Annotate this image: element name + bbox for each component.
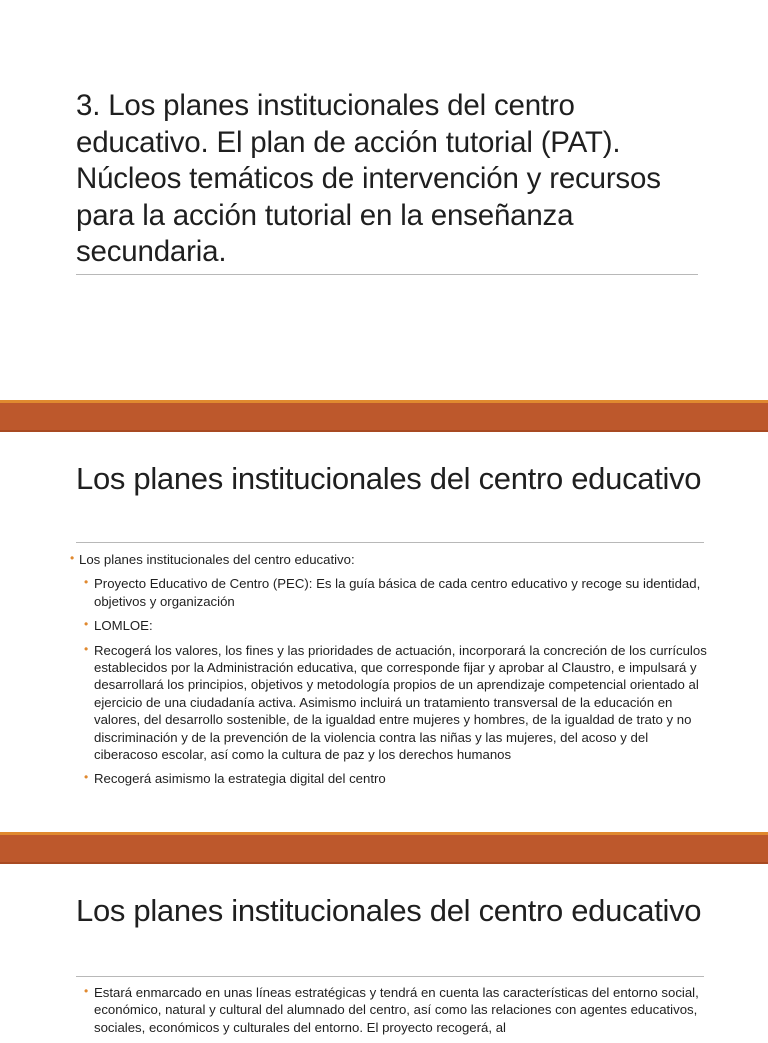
slide-2-title-rule <box>76 542 704 543</box>
bullet-item: • Los planes institucionales del centro educativo: <box>70 551 714 568</box>
slide-2-title: Los planes institucionales del centro educativo <box>76 461 702 496</box>
slide-3-content <box>70 984 714 1043</box>
sub-bullet-item: • Proyecto Educativo de Centro (PEC): Es la guía básica de cada centro educativo y recoge su identidad, objetivos y organización <box>84 575 714 610</box>
slide-1 <box>0 0 768 400</box>
slide-1-title: 3. Los planes institucionales del centro educativo. El plan de acción tutorial (PAT). Núcleos temáticos de intervención y recursos para la acción tutorial en la enseñanza secundaria. <box>76 89 661 268</box>
slide-separator-2 <box>0 832 768 864</box>
sub-bullet-item: • LOMLOE: <box>84 617 714 634</box>
sub-bullet-item: • Estará enmarcado en unas líneas estratégicas y tendrá en cuenta las características del entorno social, económico, natural y cultural del alumnado del centro, así como las relaciones con agentes educativos, sociales, económicos y culturales del entorno. El proyecto recogerá, al <box>84 984 714 1036</box>
slide-separator-1 <box>0 400 768 432</box>
slide-2 <box>0 432 768 832</box>
slide-3 <box>0 864 768 1035</box>
sub-bullet-item: • Recogerá los valores, los fines y las prioridades de actuación, incorporará la concreción de los currículos establecidos por la Administración educativa, que corresponde fijar y aprobar al Claustro, e impulsará y desarrollará los principios, objetivos y metodología propios de un aprendizaje competencial orientado al ejercicio de una ciudadanía activa. Asimismo incluirá un tratamiento transversal de la educación en valores, del desarrollo sostenible, de la igualdad entre mujeres y hombres, de la igualdad de trato y no discriminación y de la prevención de la violencia contra las niñas y las mujeres, del acoso y del ciberacoso escolar, así como la cultura de paz y los derechos humanos <box>84 642 714 764</box>
slide-2-content <box>70 551 714 795</box>
sub-bullet-item: • Recogerá asimismo la estrategia digital del centro <box>84 770 714 787</box>
slide-1-title-rule <box>76 274 698 275</box>
slide-3-title-rule <box>76 976 704 977</box>
slide-3-title: Los planes institucionales del centro educativo <box>76 893 702 928</box>
